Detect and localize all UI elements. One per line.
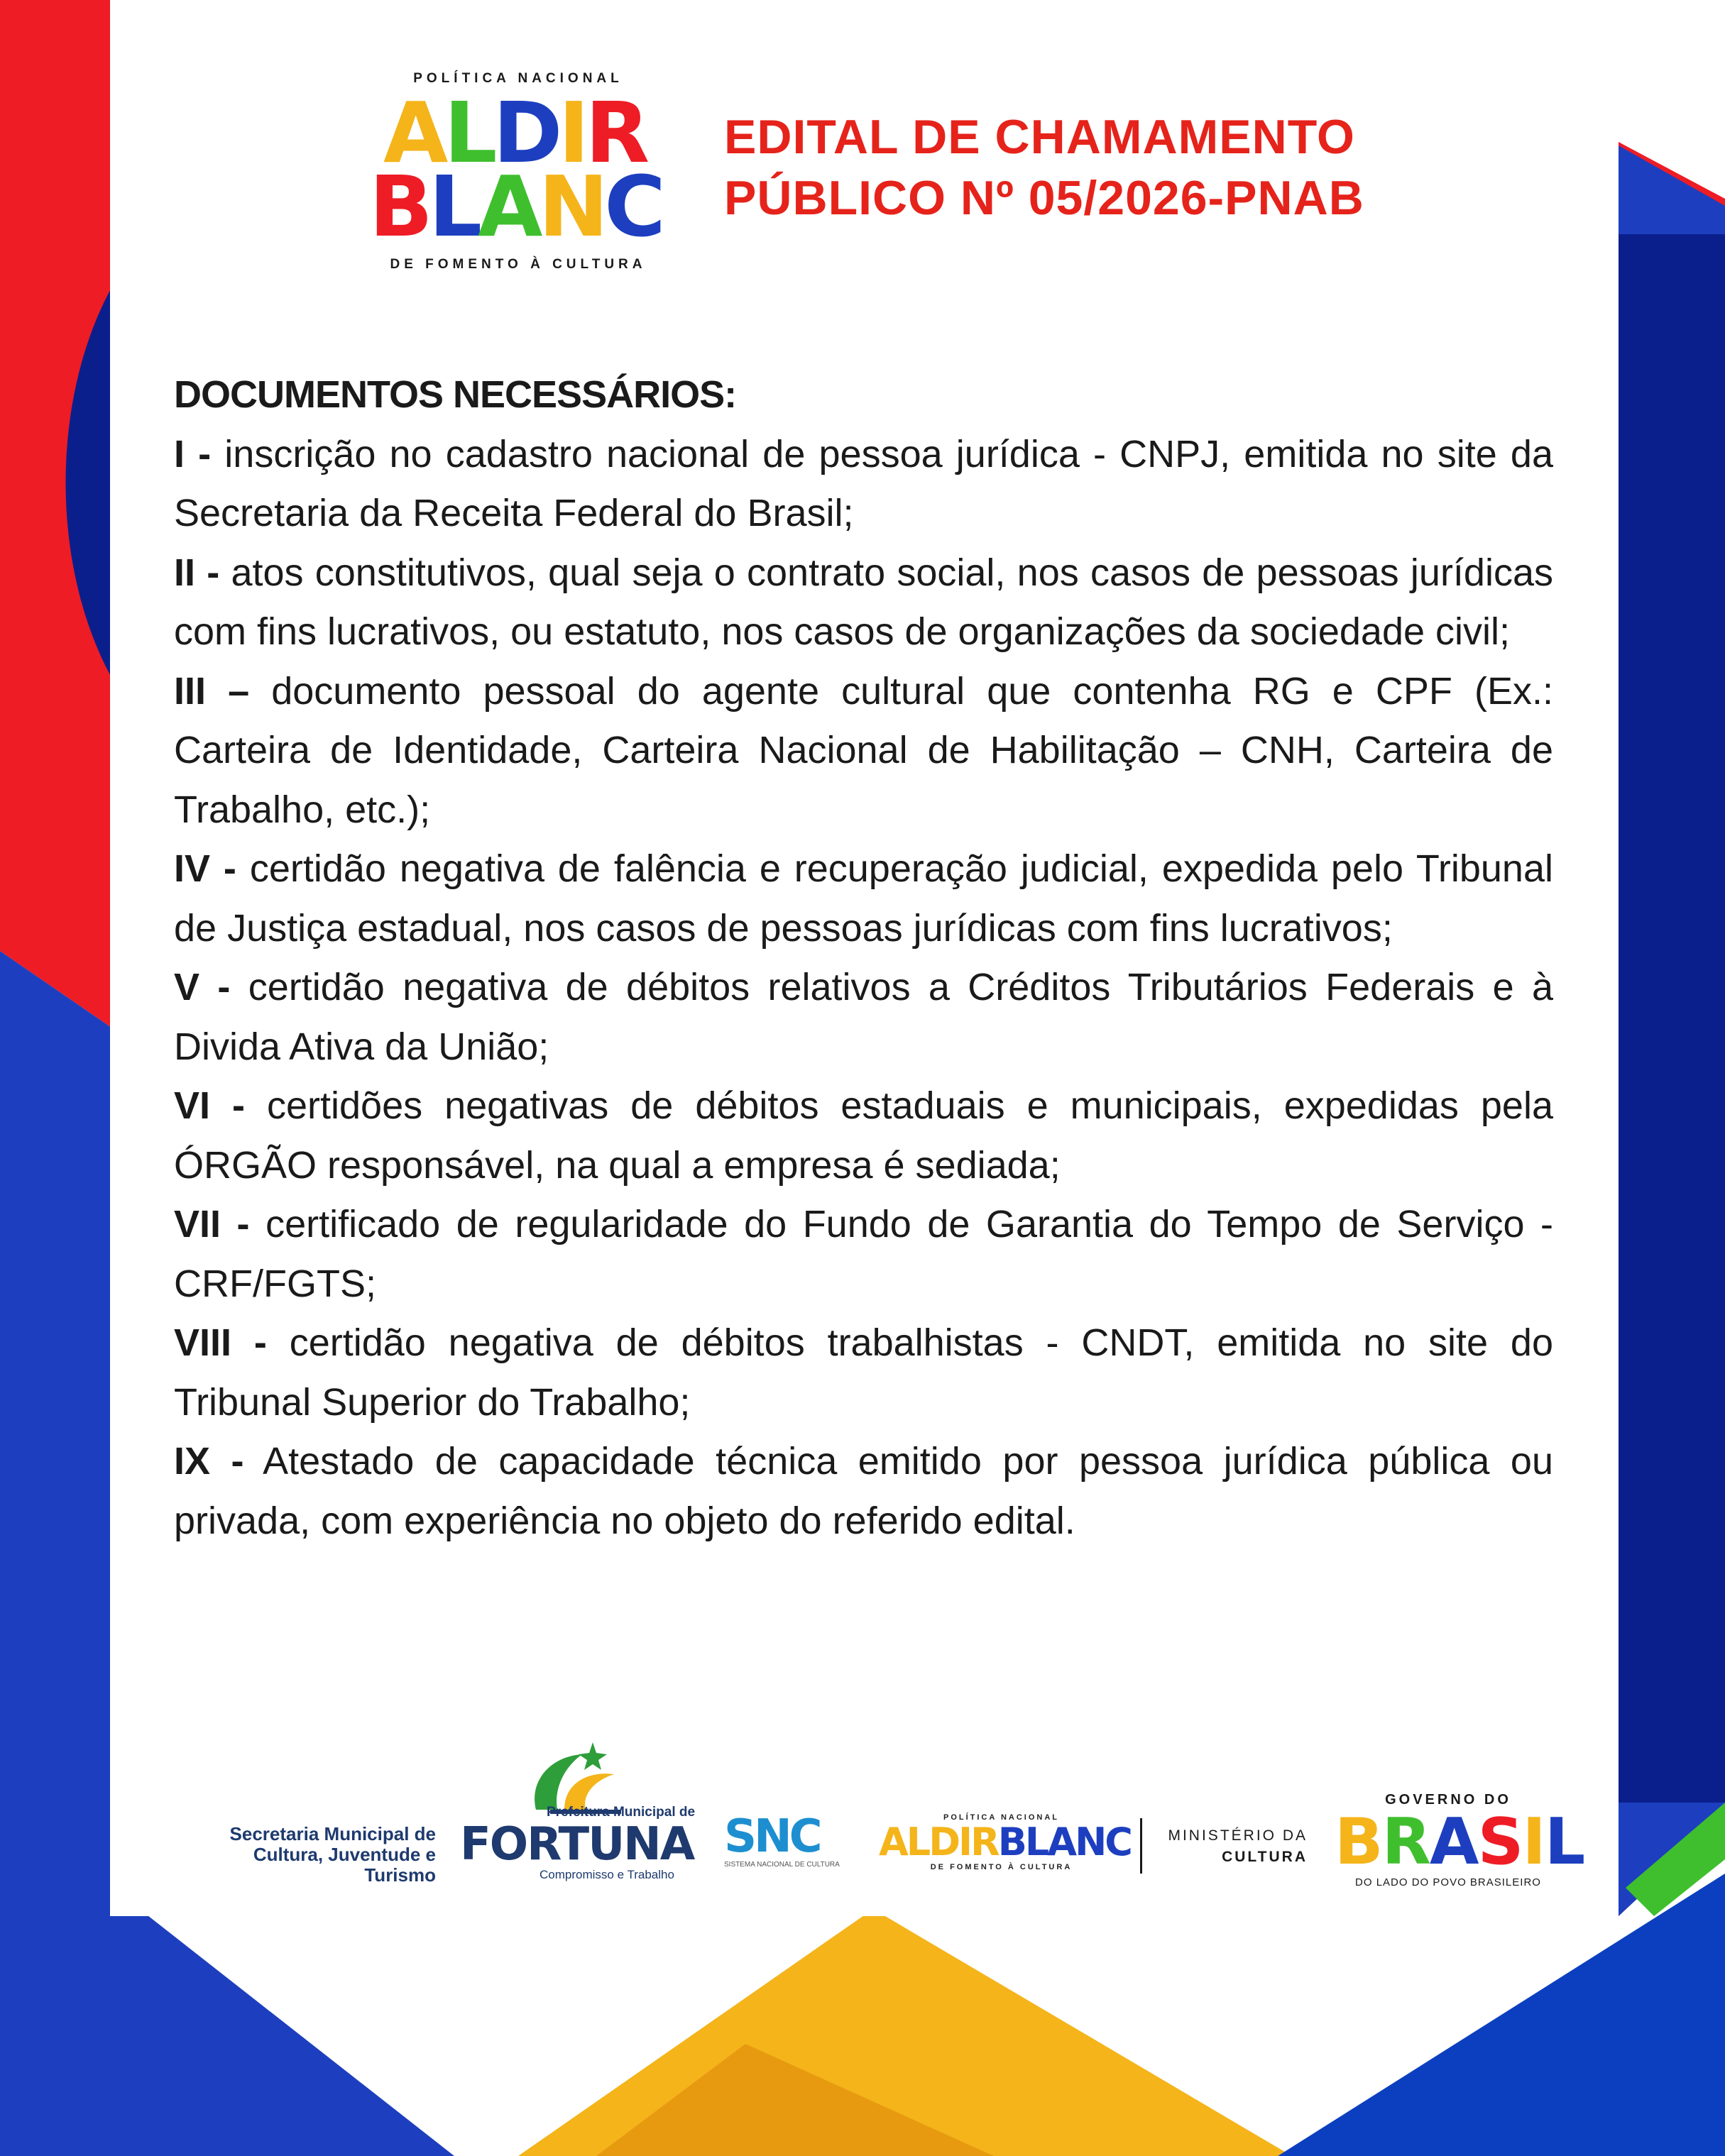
item-number: III – (174, 669, 250, 713)
snc-subtitle: SISTEMA NACIONAL DE CULTURA (724, 1861, 840, 1869)
ab-small-bottom: DE FOMENTO À CULTURA (930, 1863, 1073, 1871)
aldir-blanc-small-logo (879, 1813, 1131, 1976)
list-item (174, 662, 1553, 840)
governo-brasil-logo (1335, 1792, 1584, 1955)
snc-logo (724, 1810, 840, 1977)
item-number: VIII - (174, 1321, 267, 1364)
right-navy-shape (1619, 234, 1725, 1803)
section-heading: DOCUMENTOS NECESSÁRIOS: (174, 373, 737, 416)
item-number: II - (174, 551, 220, 594)
item-text: Atestado de capacidade técnica emitido por pessoa jurídica pública ou privada, com experiência no objeto do referido edital. (174, 1440, 1553, 1542)
item-text: certificado de regularidade do Fundo de Garantia do Tempo de Serviço - CRF/FGTS; (174, 1203, 1553, 1305)
left-blue-shape (0, 951, 114, 1916)
logo-top-line: POLÍTICA NACIONAL (413, 71, 623, 86)
brasil-letter: S (1477, 1805, 1523, 1879)
list-item (174, 840, 1553, 958)
secretaria-line: Turismo (364, 1864, 436, 1886)
snc-mark-text: SNC (724, 1810, 820, 1863)
list-item (174, 1077, 1553, 1195)
aldir-blanc-logo (355, 71, 681, 277)
secretaria-line: Secretaria Municipal de (229, 1823, 436, 1844)
fortuna-slogan: Compromisso e Trabalho (540, 1868, 674, 1881)
governo-brasil-word (1335, 1805, 1584, 1879)
title-line-2: PÚBLICO Nº 05/2026-PNAB (724, 171, 1364, 225)
fortuna-pref: Prefeitura Municipal de (547, 1805, 696, 1820)
fortuna-name: FORTUNA (460, 1818, 694, 1871)
snc-mark (724, 1810, 838, 1863)
footer-divider (1140, 1818, 1142, 1874)
logo-letter: L (444, 84, 493, 182)
secretaria-line: Cultura, Juventude e (253, 1844, 436, 1865)
item-number: IV - (174, 847, 236, 890)
brasil-letter: I (1522, 1805, 1545, 1879)
fortuna-logo (454, 1739, 703, 1902)
list-item (174, 1314, 1553, 1432)
ministerio-label (1157, 1825, 1308, 1989)
item-text: inscrição no cadastro nacional de pessoa jurídica - CNPJ, emitida no site da Secretaria da Receita Federal do Brasil; (174, 432, 1553, 534)
logo-row-2 (369, 158, 681, 255)
logo-letter: C (604, 158, 662, 255)
logo-letter: N (538, 158, 605, 255)
logo-letter: D (493, 84, 559, 182)
item-text: certidão negativa de falência e recuperação judicial, expedida pelo Tribunal de Justiça estadual, nos casos de pessoas jurídicas com fins lucrativos; (174, 847, 1553, 950)
logo-bottom-line: DE FOMENTO À CULTURA (390, 257, 647, 272)
title-line-1: EDITAL DE CHAMAMENTO (724, 110, 1355, 164)
item-text: documento pessoal do agente cultural que contenha RG e CPF (Ex.: Carteira de Identidade, Carteira Nacional de Habilitação – CNH, Carteira de Trabalho, etc.); (174, 669, 1553, 831)
logo-letter: A (383, 84, 444, 182)
ab-small-top: POLÍTICA NACIONAL (943, 1813, 1060, 1822)
item-text: certidões negativas de débitos estaduais e municipais, expedidas pela ÓRGÃO responsável, na qual a empresa é sediada; (174, 1084, 1553, 1187)
item-number: VII - (174, 1203, 250, 1245)
item-text: certidão negativa de débitos relativos a Créditos Tributários Federais e à Divida Ativa da União; (174, 966, 1553, 1068)
ministerio-line-1: MINISTÉRIO DA (1168, 1827, 1308, 1844)
brasil-letter: R (1381, 1805, 1430, 1879)
list-item (174, 958, 1553, 1077)
list-item (174, 544, 1553, 662)
governo-top: GOVERNO DO (1385, 1792, 1511, 1808)
list-item (174, 1195, 1553, 1314)
item-text: atos constitutivos, qual seja o contrato social, nos casos de pessoas jurídicas com fins lucrativos, ou estatuto, nos casos de organizações da sociedade civil; (174, 551, 1553, 653)
logo-letter: A (478, 158, 539, 255)
governo-slogan: DO LADO DO POVO BRASILEIRO (1355, 1876, 1541, 1888)
item-number: V - (174, 966, 231, 1008)
item-number: VI - (174, 1084, 245, 1127)
ab-small-name (879, 1820, 1131, 1864)
item-number: I - (174, 432, 212, 475)
brasil-letter: B (1335, 1805, 1382, 1879)
brasil-letter: L (1544, 1805, 1584, 1879)
ministerio-line-2: CULTURA (1222, 1849, 1308, 1865)
list-item (174, 425, 1553, 544)
documents-list (174, 365, 1553, 1551)
secretaria-label (186, 1824, 436, 1987)
list-item (174, 1432, 1553, 1551)
page-title (724, 106, 1505, 229)
logo-letter: I (558, 84, 586, 182)
logo-letter: B (369, 158, 429, 255)
item-number: IX - (174, 1440, 244, 1483)
logo-letter: R (585, 84, 646, 182)
ab-small-part1: ALDIR (879, 1820, 998, 1864)
item-text: certidão negativa de débitos trabalhistas - CNDT, emitida no site do Tribunal Superior do Trabalho; (174, 1321, 1553, 1424)
logo-letter: L (428, 158, 478, 255)
brasil-letter: A (1429, 1805, 1478, 1879)
ab-small-part2: BLANC (997, 1820, 1131, 1864)
